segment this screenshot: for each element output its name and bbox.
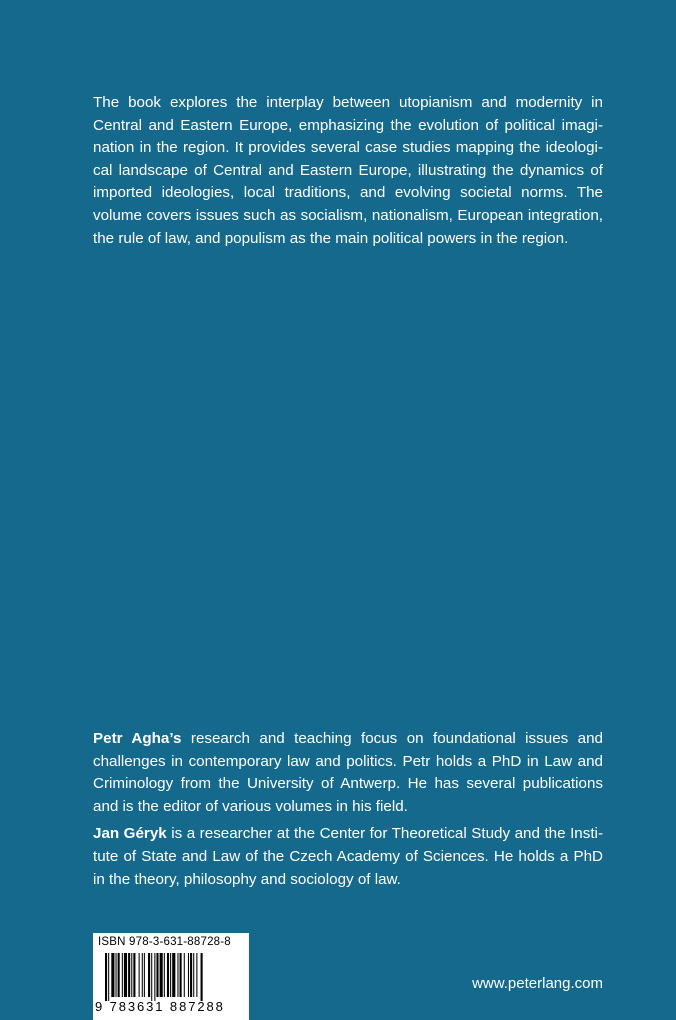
author-bio-jan-geryk <box>93 823 603 891</box>
barcode-bars <box>97 953 245 1001</box>
author-bio-petr-agha <box>93 728 603 818</box>
isbn-label: ISBN 978-3-631-88728-8 <box>98 936 231 948</box>
isbn-barcode <box>93 933 249 1020</box>
book-description: The book explores the interplay between utopianism and modernity in Central and Eastern Europe, emphasizing the evolution of political imagination in the region. It provides several case studies mapping the ideological landscape of Central and Eastern Europe, illustrating the dynamics of imported ideologies, local traditions, and evolving societal norms. The volume covers issues such as socialism, nationalism, European integration, the rule of law, and populism as the main political powers in the region. <box>93 94 603 247</box>
author-bios <box>93 728 603 896</box>
author-name: Jan Géryk <box>93 825 167 843</box>
author-bio-text: research and teaching focus on foundational issues and challenges in contemporary law and politics. Petr holds a PhD in Law and Criminology from the University of Antwerp. He has several publications and is the editor of various volumes in his field. <box>93 730 603 815</box>
author-name: Petr Agha’s <box>93 730 182 747</box>
author-bio-text: is a researcher at the Center for Theoretical Study and the Institute of State and Law of the Czech Academy of Sciences. He holds a PhD in the theory, philosophy and sociology of law. <box>93 825 603 888</box>
barcode-digits: 9 783631 887288 <box>95 999 225 1014</box>
publisher-website: www.peterlang.com <box>472 975 603 992</box>
